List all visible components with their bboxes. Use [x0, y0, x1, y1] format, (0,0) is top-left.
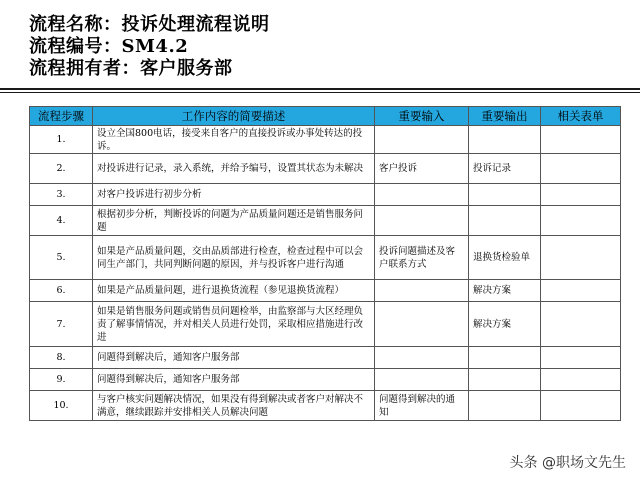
- description-cell: 问题得到解决后，通知客户服务部: [93, 369, 375, 391]
- output-cell: [469, 347, 541, 369]
- input-cell: [375, 206, 469, 236]
- process-name: 流程名称：投诉处理流程说明: [29, 14, 270, 35]
- process-table: [29, 106, 621, 421]
- table-row: [30, 154, 621, 184]
- step-cell: 2.: [30, 154, 93, 184]
- description-cell: 对投诉进行记录，录入系统，并给予编号，设置其状态为未解决: [93, 154, 375, 184]
- table-row: [30, 236, 621, 280]
- forms-cell: [541, 391, 621, 421]
- table-row: [30, 347, 621, 369]
- description-cell: 如果是销售服务问题或销售员问题检举，由监察部与大区经理负责了解事情情况，并对相关人员进行处罚，采取相应措施进行改进: [93, 302, 375, 347]
- output-cell: 解决方案: [469, 302, 541, 347]
- description-cell: 与客户核实问题解决情况，如果没有得到解决或者客户对解决不满意，继续跟踪并安排相关人员解决问题: [93, 391, 375, 421]
- table-row: [30, 369, 621, 391]
- output-cell: 解决方案: [469, 280, 541, 302]
- document-header: [29, 14, 270, 80]
- output-cell: [469, 391, 541, 421]
- input-cell: 问题得到解决的通知: [375, 391, 469, 421]
- step-cell: 5.: [30, 236, 93, 280]
- step-cell: 10.: [30, 391, 93, 421]
- table-row: [30, 184, 621, 206]
- forms-cell: [541, 206, 621, 236]
- output-cell: 退换货检验单: [469, 236, 541, 280]
- step-cell: 3.: [30, 184, 93, 206]
- description-cell: 问题得到解决后，通知客户服务部: [93, 347, 375, 369]
- forms-cell: [541, 347, 621, 369]
- output-cell: 投诉记录: [469, 154, 541, 184]
- header-divider-thick: [0, 88, 640, 90]
- column-header-output: 重要输出: [469, 107, 541, 126]
- input-cell: [375, 280, 469, 302]
- step-cell: 8.: [30, 347, 93, 369]
- description-cell: 如果是产品质量问题，进行退换货流程（参见退换货流程）: [93, 280, 375, 302]
- column-header-input: 重要输入: [375, 107, 469, 126]
- input-cell: [375, 369, 469, 391]
- table-row: [30, 206, 621, 236]
- output-cell: [469, 184, 541, 206]
- description-cell: 如果是产品质量问题，交由品质部进行检查，检查过程中可以会同生产部门，共同判断问题的原因，并与投诉客户进行沟通: [93, 236, 375, 280]
- table-row: [30, 302, 621, 347]
- table-row: [30, 391, 621, 421]
- description-cell: 对客户投诉进行初步分析: [93, 184, 375, 206]
- input-cell: 投诉问题描述及客户联系方式: [375, 236, 469, 280]
- column-header-step: 流程步骤: [30, 107, 93, 126]
- description-cell: 设立全国800电话，接受来自客户的直接投诉或办事处转达的投诉。: [93, 126, 375, 154]
- description-cell: 根据初步分析，判断投诉的问题为产品质量问题还是销售服务问题: [93, 206, 375, 236]
- table-header-row: [30, 107, 621, 126]
- process-code: 流程编号：SM4.2: [29, 36, 189, 57]
- step-cell: 6.: [30, 280, 93, 302]
- output-cell: [469, 126, 541, 154]
- column-header-forms: 相关表单: [541, 107, 621, 126]
- forms-cell: [541, 302, 621, 347]
- header-divider-thin: [0, 92, 640, 93]
- step-cell: 1.: [30, 126, 93, 154]
- watermark-credit: 头条 @职场文先生: [509, 455, 626, 471]
- output-cell: [469, 206, 541, 236]
- step-cell: 4.: [30, 206, 93, 236]
- column-header-description: 工作内容的简要描述: [93, 107, 375, 126]
- table-row: [30, 280, 621, 302]
- input-cell: 客户投诉: [375, 154, 469, 184]
- output-cell: [469, 369, 541, 391]
- forms-cell: [541, 154, 621, 184]
- forms-cell: [541, 126, 621, 154]
- step-cell: 7.: [30, 302, 93, 347]
- step-cell: 9.: [30, 369, 93, 391]
- input-cell: [375, 302, 469, 347]
- forms-cell: [541, 280, 621, 302]
- table-row: [30, 126, 621, 154]
- input-cell: [375, 184, 469, 206]
- input-cell: [375, 347, 469, 369]
- forms-cell: [541, 369, 621, 391]
- forms-cell: [541, 184, 621, 206]
- process-owner: 流程拥有者：客户服务部: [29, 58, 233, 79]
- forms-cell: [541, 236, 621, 280]
- input-cell: [375, 126, 469, 154]
